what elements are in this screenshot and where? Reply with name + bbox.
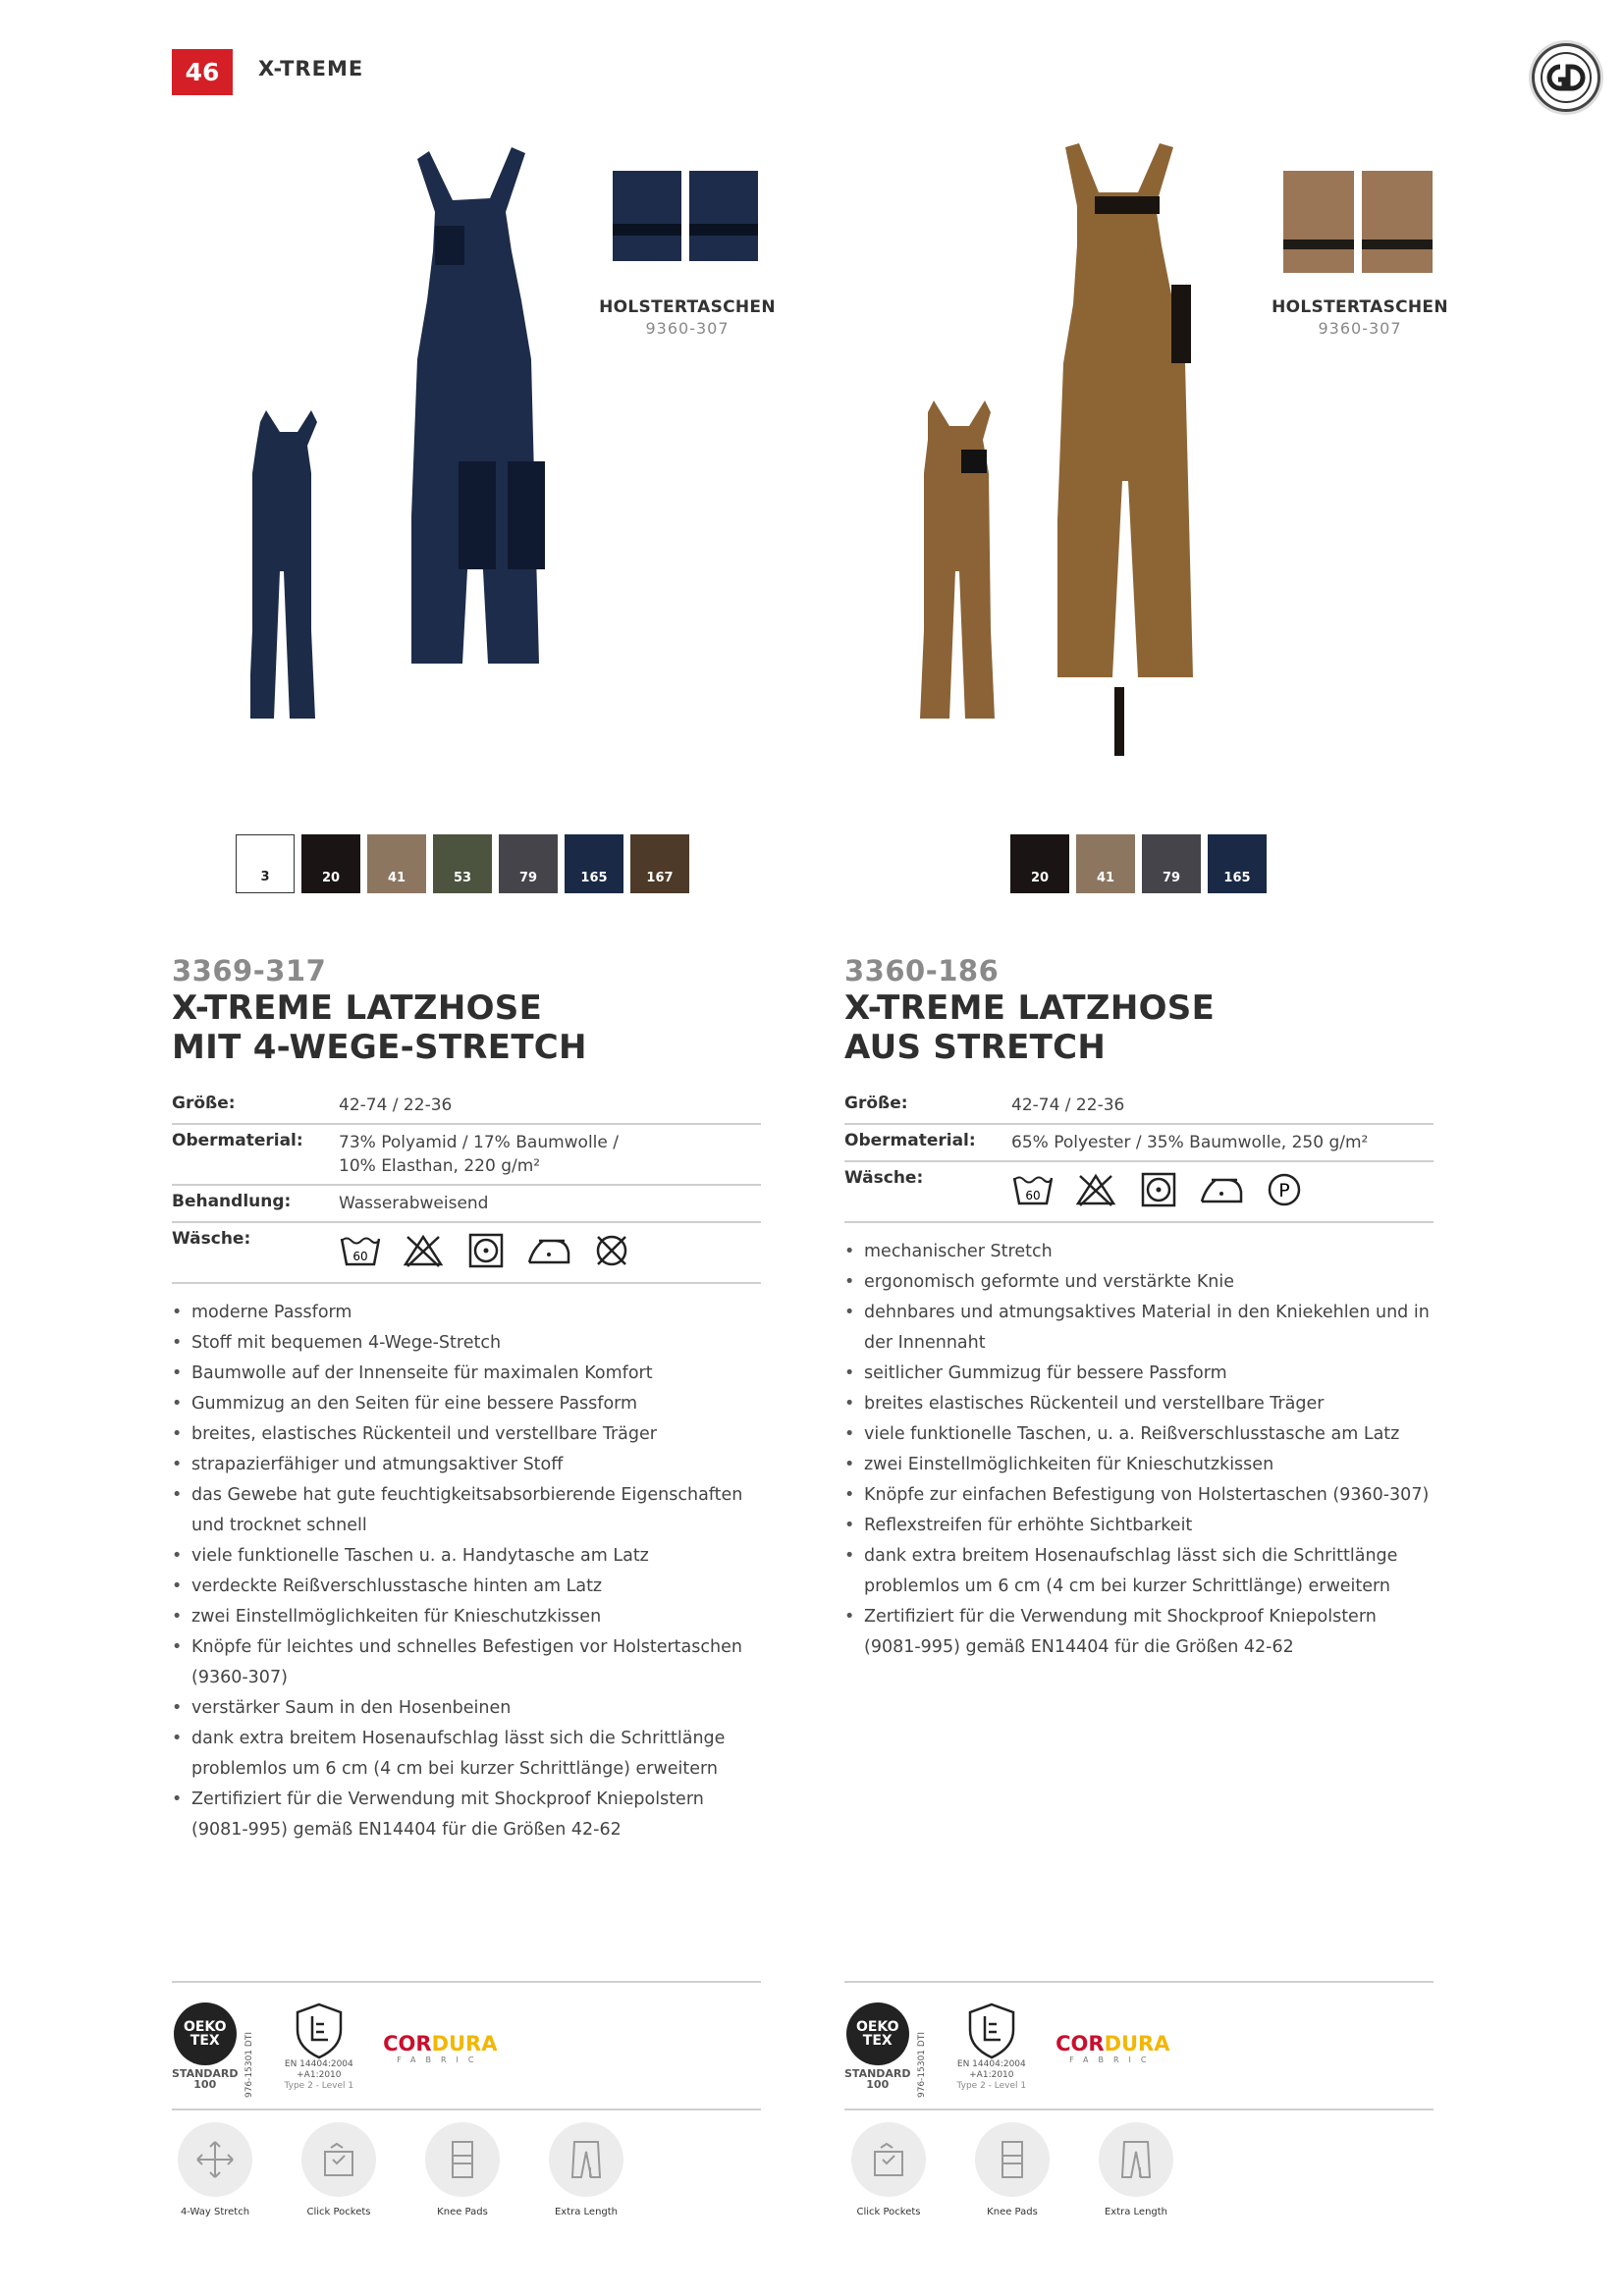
feature-bullet: • Zertifiziert für die Verwendung mit Shockproof Kniepolstern (9081-995) gemäß EN14404 für die Größen 42-62: [844, 1602, 1434, 1663]
oeko-line1: OEKO: [855, 2019, 899, 2035]
tumble-dry-icon: [1137, 1172, 1180, 1207]
brand-logo-icon: [1532, 43, 1600, 112]
feature-bullet: • breites, elastisches Rückenteil und verstellbare Träger: [172, 1419, 761, 1450]
product-name-line2: AUS STRETCH: [844, 1028, 1107, 1067]
article-number: 3360-186: [844, 954, 1000, 988]
feature-label: Click Pockets: [306, 2207, 371, 2217]
en-line3: Type 2 - Level 1: [956, 2081, 1027, 2091]
holster-code: 9360-307: [1318, 319, 1402, 338]
iron-low-icon: [527, 1233, 570, 1268]
dry-clean-p-icon: [1263, 1172, 1306, 1207]
divider: [172, 1981, 761, 1983]
feature-bullet: • viele funktionelle Taschen, u. a. Reißverschlusstasche am Latz: [844, 1419, 1434, 1450]
color-swatches-right: [1010, 834, 1267, 893]
feature-icons-right: [850, 2122, 1174, 2217]
feature-extra-length: [1098, 2122, 1174, 2217]
oeko-100: 100: [866, 2078, 890, 2091]
care-icons: [1011, 1168, 1434, 1215]
feature-icons-left: [177, 2122, 624, 2217]
product-name-line2: MIT 4-WEGE-STRETCH: [172, 1028, 587, 1067]
svg-text:P: P: [1278, 1180, 1290, 1201]
specs-table-left: [172, 1088, 761, 1284]
feature-label: Click Pockets: [856, 2207, 921, 2217]
spec-value: 42-74 / 22-36: [1011, 1095, 1125, 1115]
oeko-standard: STANDARD: [844, 2067, 911, 2080]
en14404-badge: [285, 2002, 354, 2092]
cordura-b: DURA: [431, 2032, 498, 2056]
feature-bullet: • Knöpfe für leichtes und schnelles Befestigen vor Holstertaschen (9360-307): [172, 1632, 761, 1693]
en-line1: EN 14404:2004: [956, 2059, 1026, 2069]
feature-label: Knee Pads: [437, 2207, 488, 2217]
spec-row-wash: [844, 1162, 1434, 1223]
en14404-badge: [957, 2002, 1027, 2092]
feature-bullet: • Gummizug an den Seiten für eine bessere Passform: [172, 1389, 761, 1419]
product-name: [844, 988, 1215, 1067]
oeko-code-text: 976-15301: [244, 2049, 254, 2099]
spec-label: Größe:: [172, 1094, 236, 1113]
feature-bullet: • das Gewebe hat gute feuchtigkeitsabsorbierende Eigenschaften und trocknet schnell: [172, 1480, 761, 1541]
spec-row-size: [172, 1088, 761, 1125]
feature-bullet: • moderne Passform: [172, 1298, 761, 1328]
spec-value: 42-74 / 22-36: [339, 1095, 453, 1115]
specs-table-right: [844, 1088, 1434, 1223]
tumble-dry-icon: [464, 1233, 508, 1268]
feature-bullet: • dank extra breitem Hosenaufschlag lässt sich die Schrittlänge problemlos um 6 cm (4 cm bei kurzer Schrittlänge) erweitern: [172, 1724, 761, 1785]
product-name: [172, 988, 587, 1067]
material-line1: 73% Polyamid / 17% Baumwolle /: [339, 1133, 619, 1152]
svg-text:60: 60: [1025, 1189, 1041, 1202]
spec-row-material: [844, 1125, 1434, 1162]
feature-bullet: • zwei Einstellmöglichkeiten für Knieschutzkissen: [844, 1450, 1434, 1480]
feature-click-pockets: [850, 2122, 927, 2217]
feature-bullet: • dank extra breitem Hosenaufschlag lässt sich die Schrittlänge problemlos um 6 cm (4 cm bei kurzer Schrittlänge) erweitern: [844, 1541, 1434, 1602]
no-tumble-dry-icon: [590, 1233, 633, 1268]
spec-label: Wäsche:: [172, 1229, 251, 1249]
extra-length-icon: [1099, 2122, 1173, 2197]
color-swatch-41[interactable]: 41: [1076, 834, 1135, 893]
oeko-line2: TEX: [189, 2033, 220, 2049]
feature-bullet: • strapazierfähiger und atmungsaktiver Stoff: [172, 1450, 761, 1480]
feature-bullet: • verdeckte Reißverschlusstasche hinten am Latz: [172, 1572, 761, 1602]
spec-value: Wasserabweisend: [339, 1194, 489, 1213]
feature-list-right: [844, 1237, 1434, 1663]
shield-knee-icon: [293, 2002, 346, 2059]
holster-code: 9360-307: [645, 319, 730, 338]
feature-list-left: [172, 1298, 761, 1845]
knee-pads-icon: [975, 2122, 1050, 2197]
product-name-line1: X-TREME LATZHOSE: [172, 988, 543, 1028]
spec-row-treatment: [172, 1186, 761, 1223]
care-icons: [339, 1229, 761, 1276]
oeko-line1: OEKO: [183, 2019, 227, 2035]
oeko-code: [917, 2032, 928, 2098]
oeko-inst-text: DTI: [916, 2032, 927, 2048]
no-bleach-icon: [402, 1233, 445, 1268]
feature-bullet: • Reflexstreifen für erhöhte Sichtbarkeit: [844, 1511, 1434, 1541]
oeko-code: [244, 2032, 255, 2098]
feature-bullet: • Baumwolle auf der Innenseite für maximalen Komfort: [172, 1359, 761, 1389]
holster-info-left: [589, 297, 785, 338]
click-pockets-icon: [851, 2122, 926, 2197]
feature-bullet: • Stoff mit bequemen 4-Wege-Stretch: [172, 1328, 761, 1359]
feature-extra-length: [548, 2122, 624, 2217]
cordura-badge: [383, 2002, 497, 2064]
spec-row-wash: [172, 1223, 761, 1284]
feature-click-pockets: [300, 2122, 377, 2217]
spec-row-material: [172, 1125, 761, 1186]
oeko-100: 100: [193, 2078, 217, 2091]
holster-title: HOLSTERTASCHEN: [599, 297, 776, 317]
click-pockets-icon: [301, 2122, 376, 2197]
feature-bullet: • breites elastisches Rückenteil und verstellbare Träger: [844, 1389, 1434, 1419]
divider: [172, 2109, 761, 2110]
certifications-left: [172, 2002, 497, 2098]
cordura-logo: [1056, 2032, 1169, 2056]
color-swatch-41[interactable]: 41: [367, 834, 426, 893]
oeko-tex-logo-icon: [174, 2002, 237, 2065]
no-bleach-icon: [1074, 1172, 1117, 1207]
spec-value: 65% Polyester / 35% Baumwolle, 250 g/m²: [1011, 1133, 1369, 1152]
knee-pads-icon: [425, 2122, 500, 2197]
cordura-fabric: FABRIC: [1069, 2056, 1157, 2064]
wash-60-icon: [1011, 1172, 1055, 1207]
en-line1: EN 14404:2004: [284, 2059, 353, 2069]
oeko-standard: STANDARD: [172, 2067, 239, 2080]
feature-bullet: • seitlicher Gummizug für bessere Passform: [844, 1359, 1434, 1389]
feature-bullet: • ergonomisch geformte und verstärkte Knie: [844, 1267, 1434, 1298]
cordura-a: COR: [1056, 2032, 1105, 2056]
oeko-line2: TEX: [862, 2033, 893, 2049]
en-line2: +A1:2010: [297, 2070, 342, 2080]
color-swatch-20[interactable]: 20: [1010, 834, 1069, 893]
page-number: 46: [172, 49, 233, 95]
holster-pockets-brown-image: [1281, 169, 1438, 279]
article-number: 3369-317: [172, 954, 327, 988]
feature-label: Knee Pads: [987, 2207, 1038, 2217]
feature-label: 4-Way Stretch: [180, 2207, 250, 2217]
oeko-tex-badge: [172, 2002, 255, 2098]
feature-bullet: • viele funktionelle Taschen u. a. Handytasche am Latz: [172, 1541, 761, 1572]
wash-60-icon: [339, 1233, 382, 1268]
product-name-line1: X-TREME LATZHOSE: [844, 988, 1216, 1028]
color-swatch-79[interactable]: 79: [1142, 834, 1201, 893]
brown-bib-trousers-image: [918, 137, 1232, 766]
iron-low-icon: [1200, 1172, 1243, 1207]
en-line3: Type 2 - Level 1: [284, 2081, 354, 2091]
spec-label: Obermaterial:: [172, 1131, 303, 1150]
color-swatch-20[interactable]: 20: [301, 834, 360, 893]
spec-row-size: [844, 1088, 1434, 1125]
oeko-code-text: 976-15301: [916, 2049, 927, 2099]
divider: [844, 1981, 1434, 1983]
color-swatches-left: [236, 834, 689, 893]
feature-bullet: • Zertifiziert für die Verwendung mit Shockproof Kniepolstern (9081-995) gemäß EN14404 für die Größen 42-62: [172, 1785, 761, 1845]
feature-bullet: • dehnbares und atmungsaktives Material in den Kniekehlen und in der Innennaht: [844, 1298, 1434, 1359]
section-title: X-TREME: [258, 57, 364, 80]
extra-length-icon: [549, 2122, 623, 2197]
color-swatch-165[interactable]: 165: [1208, 834, 1267, 893]
spec-label: Obermaterial:: [844, 1131, 976, 1150]
feature-label: Extra Length: [554, 2207, 619, 2217]
cordura-logo: [383, 2032, 497, 2056]
holster-title: HOLSTERTASCHEN: [1272, 297, 1448, 317]
feature-4-way-stretch: [177, 2122, 253, 2217]
spec-label: Behandlung:: [172, 1192, 292, 1211]
cordura-fabric: FABRIC: [397, 2056, 484, 2064]
certifications-right: [844, 2002, 1169, 2098]
cordura-b: DURA: [1104, 2032, 1170, 2056]
en-line2: +A1:2010: [969, 2070, 1014, 2080]
feature-knee-pads: [974, 2122, 1051, 2217]
color-swatch-3[interactable]: 3: [236, 834, 295, 893]
divider: [844, 2109, 1434, 2110]
holster-info-right: [1262, 297, 1458, 338]
oeko-inst-text: DTI: [244, 2032, 254, 2048]
navy-bib-trousers-image: [250, 137, 574, 766]
feature-bullet: • zwei Einstellmöglichkeiten für Knieschutzkissen: [172, 1602, 761, 1632]
4-way-stretch-icon: [178, 2122, 252, 2197]
cordura-a: COR: [383, 2032, 432, 2056]
spec-value: [339, 1131, 761, 1178]
oeko-tex-logo-icon: [846, 2002, 909, 2065]
holster-pockets-navy-image: [611, 169, 760, 267]
feature-bullet: • Knöpfe zur einfachen Befestigung von Holstertaschen (9360-307): [844, 1480, 1434, 1511]
spec-label: Wäsche:: [844, 1168, 924, 1188]
cordura-badge: [1056, 2002, 1169, 2064]
feature-bullet: • mechanischer Stretch: [844, 1237, 1434, 1267]
spec-label: Größe:: [844, 1094, 908, 1113]
feature-label: Extra Length: [1104, 2207, 1168, 2217]
shield-knee-icon: [965, 2002, 1018, 2059]
color-swatch-79[interactable]: 79: [499, 834, 558, 893]
color-swatch-53[interactable]: 53: [433, 834, 492, 893]
color-swatch-165[interactable]: 165: [565, 834, 623, 893]
oeko-tex-badge: [844, 2002, 928, 2098]
feature-knee-pads: [424, 2122, 501, 2217]
feature-bullet: • verstärker Saum in den Hosenbeinen: [172, 1693, 761, 1724]
svg-text:60: 60: [352, 1250, 368, 1263]
color-swatch-167[interactable]: 167: [630, 834, 689, 893]
material-line2: 10% Elasthan, 220 g/m²: [339, 1156, 541, 1176]
